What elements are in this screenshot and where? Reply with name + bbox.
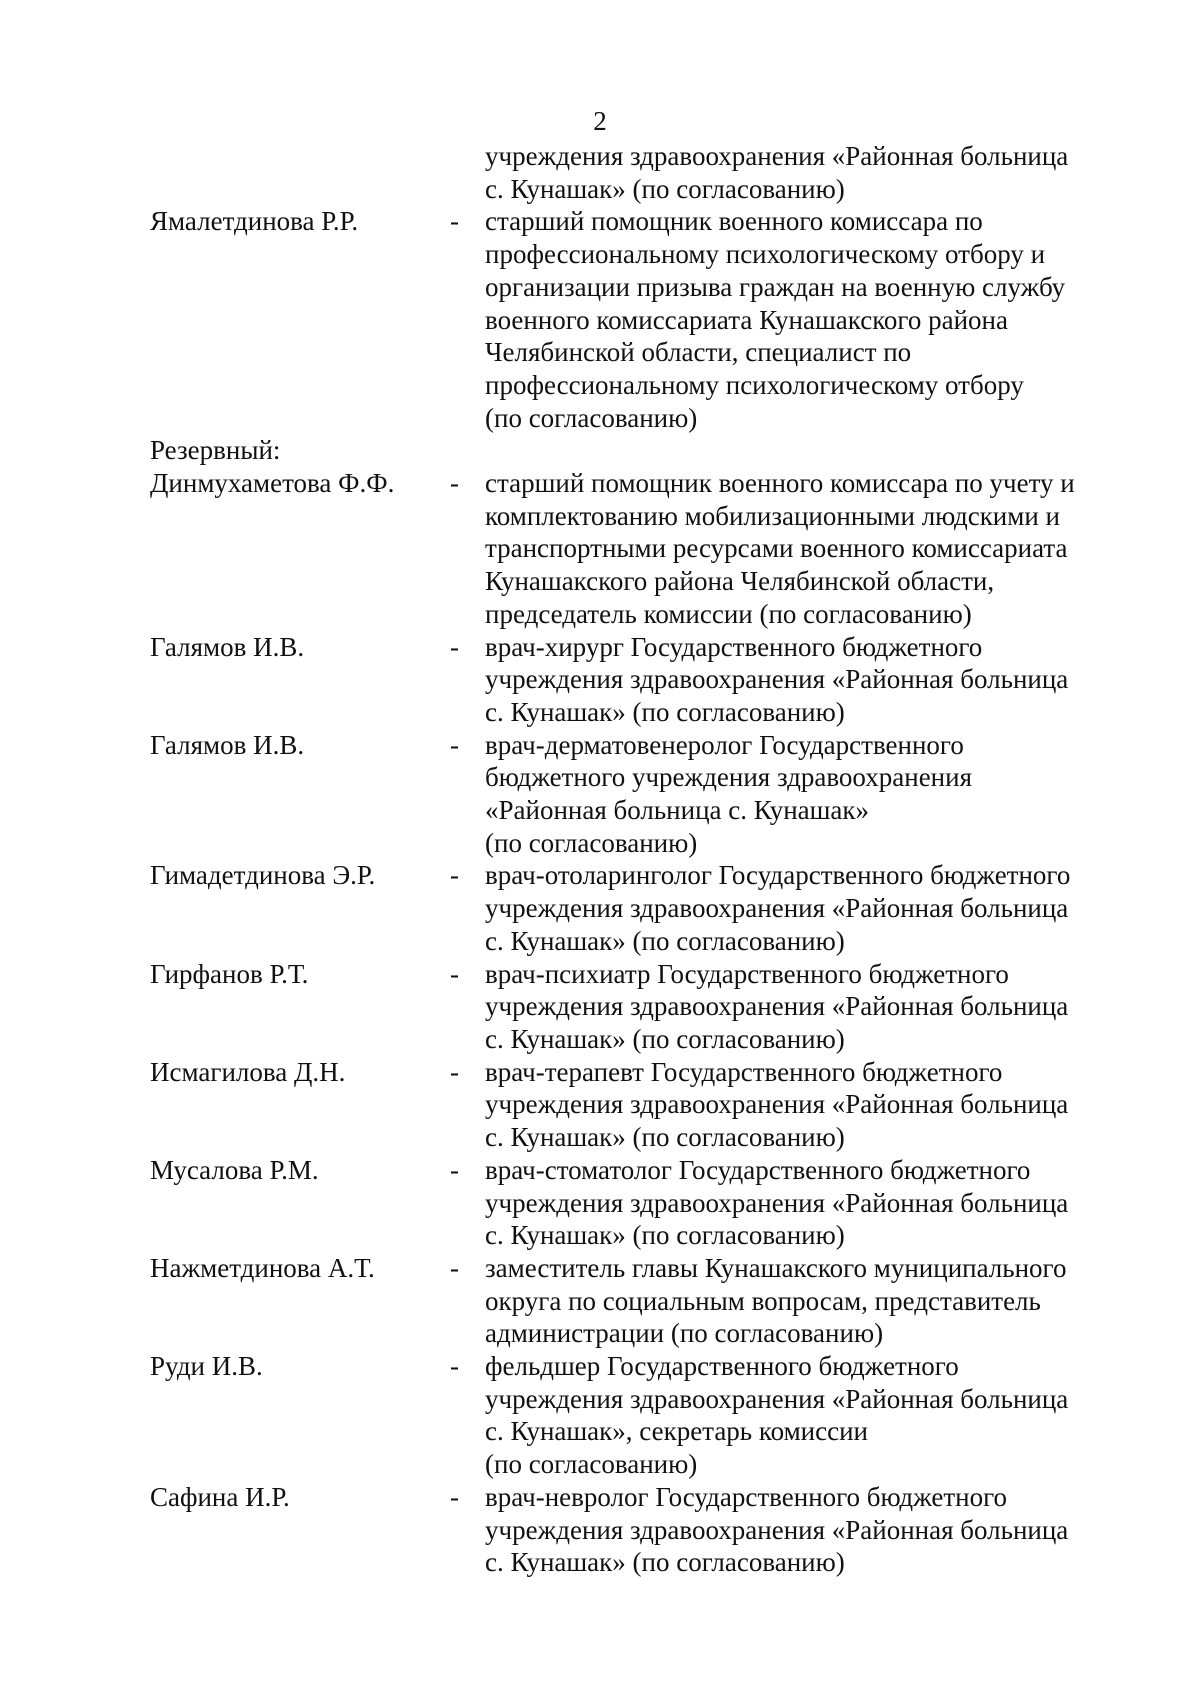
member-dash: - bbox=[450, 729, 459, 760]
member-name: Галямов И.В. bbox=[150, 631, 305, 662]
reserve-member-row bbox=[150, 1154, 1110, 1252]
reserve-member-row bbox=[150, 958, 1110, 1056]
reserve-member-row bbox=[150, 1481, 1110, 1579]
member-name: Ямалетдинова Р.Р. bbox=[150, 206, 359, 237]
reserve-member-row bbox=[150, 1056, 1110, 1154]
member-name: Галямов И.В. bbox=[150, 729, 305, 760]
member-name: Мусалова Р.М. bbox=[150, 1154, 319, 1185]
reserve-member-row bbox=[150, 1350, 1110, 1481]
member-position: врач-терапевт Государственного бюджетного учреждения здравоохранения «Районная больница с. Кунашак» (по согласованию) bbox=[485, 1056, 1069, 1153]
reserve-member-row bbox=[150, 631, 1110, 729]
member-dash: - bbox=[450, 631, 459, 662]
member-position: фельдшер Государственного бюджетного учреждения здравоохранения «Районная больница с. Кунашак», секретарь комиссии (по согласованию) bbox=[485, 1351, 1069, 1480]
reserve-member-row bbox=[150, 1252, 1110, 1350]
continuation-text: учреждения здравоохранения «Районная больница с. Кунашак» (по согласованию) bbox=[485, 141, 1069, 204]
member-dash: - bbox=[450, 1056, 459, 1087]
reserve-heading: Резервный: bbox=[150, 435, 281, 466]
member-position: врач-хирург Государственного бюджетного учреждения здравоохранения «Районная больница с. Кунашак» (по согласованию) bbox=[485, 631, 1069, 727]
commission-list bbox=[150, 140, 1110, 1579]
member-name: Нажметдинова А.Т. bbox=[150, 1252, 375, 1283]
member-dash: - bbox=[450, 1481, 459, 1512]
member-name: Динмухаметова Ф.Ф. bbox=[150, 468, 395, 499]
member-name: Исмагилова Д.Н. bbox=[150, 1056, 346, 1087]
member-dash: - bbox=[450, 1252, 459, 1283]
member-name: Гирфанов Р.Т. bbox=[150, 958, 309, 989]
member-position: врач-стоматолог Государственного бюджетного учреждения здравоохранения «Районная больница с. Кунашак» (по согласованию) bbox=[485, 1154, 1069, 1251]
member-position: заместитель главы Кунашакского муниципального округа по социальным вопросам, представитель администрации (по согласованию) bbox=[485, 1252, 1067, 1349]
member-position: старший помощник военного комиссара по профессиональному психологическому отбору и организации призыва граждан на военную службу военного комиссариата Кунашакского района Челябинской области, специалист по профессиональному психологическому отбору (по согласованию) bbox=[485, 206, 1066, 433]
member-position: врач-невролог Государственного бюджетного учреждения здравоохранения «Районная больница с. Кунашак» (по согласованию) bbox=[485, 1481, 1069, 1578]
reserve-member-row bbox=[150, 859, 1110, 957]
member-dash: - bbox=[450, 860, 459, 891]
reserve-member-row bbox=[150, 729, 1110, 860]
member-dash: - bbox=[450, 1351, 459, 1382]
reserve-heading-row bbox=[150, 434, 1110, 467]
member-dash: - bbox=[450, 1154, 459, 1185]
member-name: Сафина И.Р. bbox=[150, 1481, 290, 1512]
member-position: врач-психиатр Государственного бюджетного учреждения здравоохранения «Районная больница с. Кунашак» (по согласованию) bbox=[485, 958, 1069, 1054]
member-dash: - bbox=[450, 468, 459, 499]
member-name: Гимадетдинова Э.Р. bbox=[150, 860, 376, 891]
member-dash: - bbox=[450, 206, 459, 237]
member-row bbox=[150, 205, 1110, 434]
member-position: врач-дерматовенеролог Государственного бюджетного учреждения здравоохранения «Районная больница с. Кунашак» (по согласованию) bbox=[485, 729, 972, 858]
continuation-row bbox=[150, 140, 1110, 205]
page-number: 2 bbox=[593, 106, 607, 136]
member-name: Руди И.В. bbox=[150, 1351, 263, 1382]
reserve-member-row bbox=[150, 467, 1110, 631]
member-dash: - bbox=[450, 958, 459, 989]
member-position: старший помощник военного комиссара по учету и комплектованию мобилизационными людскими и транспортными ресурсами военного комиссариата Кунашакского района Челябинской области, председатель комиссии (по согласованию) bbox=[485, 468, 1075, 629]
member-position: врач-отоларинголог Государственного бюджетного учреждения здравоохранения «Районная больница с. Кунашак» (по согласованию) bbox=[485, 860, 1071, 956]
